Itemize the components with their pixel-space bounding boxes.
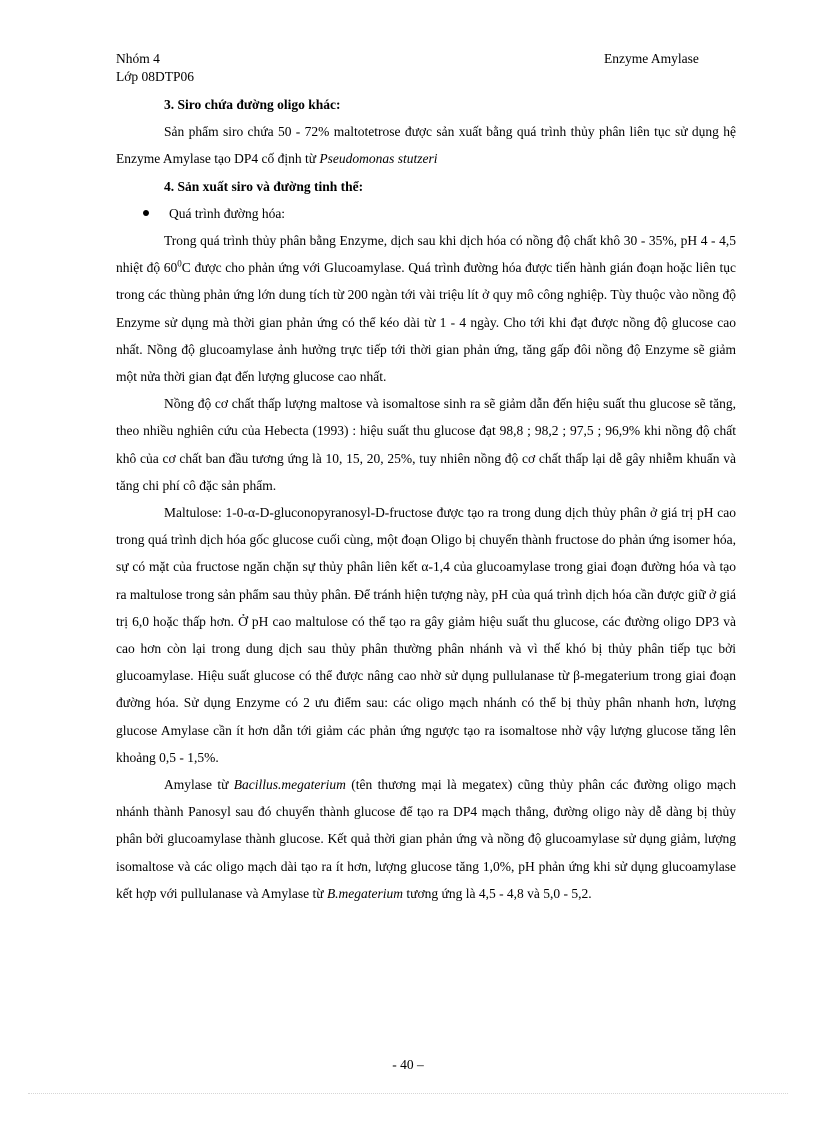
section-4-heading: 4. Sản xuất siro và đường tinh thể:: [164, 178, 364, 194]
paragraph-megaterium: Amylase từ Bacillus.megaterium (tên thương mại là megatex) cũng thủy phân các đường oligo mạch nhánh thành Panosyl sau đó chuyển thành glucose để tạo ra DP4 mạch thẳng, đường oligo này dễ dàng bị thủy phân bởi glucoamylase thành glucose. Kết quả thời gian phản ứng và nồng độ glucoamylase sử dụng giảm, lượng isomaltose và các oligo mạch dài tạo ra ít hơn, lượng glucose tăng 1,0%, pH phản ứng khi sử dụng glucoamylase kết hợp với pullulanase và Amylase từ B.megaterium tương ứng là 4,5 - 4,8 và 5,0 - 5,2.: [116, 777, 736, 901]
bullet-item: [116, 200, 736, 227]
header-group: Nhóm 4: [116, 51, 160, 66]
header-class: Lớp 08DTP06: [116, 69, 195, 84]
section-3-heading: 3. Siro chứa đường oligo khác:: [164, 97, 341, 112]
paragraph-substrate-concentration: Nồng độ cơ chất thấp lượng maltose và isomaltose sinh ra sẽ giảm dẫn đến hiệu suất thu glucose sẽ tăng, theo nhiều nghiên cứu của Hebecta (1993) : hiệu suất thu glucose đạt 98,8 ; 98,2 ; 97,5 ; 96,9% khi nồng độ chất khô của cơ chất ban đầu tương ứng là 10, 15, 20, 25%, tuy nhiên nồng độ cơ chất thấp lại dễ gây nhiễm khuẩn và tăng chi phí cô đặc sản phẩm.: [116, 396, 736, 493]
section-3-paragraph: Sản phẩm siro chứa 50 - 72% maltotetrose được sản xuất bằng quá trình thủy phân liên tục sử dụng hệ Enzyme Amylase tạo DP4 cố định từ Pseudomonas stutzeri: [116, 124, 736, 167]
bullet-text: Quá trình đường hóa:: [169, 205, 286, 221]
paragraph-maltulose: Maltulose: 1-0-α-D-gluconopyranosyl-D-fructose được tạo ra trong dung dịch thủy phân ở giá trị pH cao trong quá trình dịch hóa gốc glucose cuối cùng, một đoạn Oligo bị chuyển thành fructose do phản ứng isomer hóa, sự có mặt của fructose ngăn chặn sự thủy phân liên kết α-1,4 của glucoamylase trong giai đoạn đường hóa và tạo ra maltulose trong sản phẩm sau thủy phân. Để tránh hiện tượng này, pH của quá trình dịch hóa cần được giữ ở giá trị 6,0 hoặc thấp hơn. Ở pH cao maltulose có thể tạo ra gây giảm hiệu suất thu glucose, các đường oligo DP3 và cao hơn còn lại trong dung dịch sau thủy phân thường phân nhánh và vì thế khó bị thủy phân tiếp tục bởi glucoamylase. Hiệu suất glucose có thể được nâng cao nhờ sử dụng pullulanase từ β-megaterium trong giai đoạn đường hóa. Sử dụng Enzyme có 2 ưu điểm sau: các oligo mạch nhánh có thể bị thủy phân nhanh hơn, lượng glucose Amylase cần ít hơn dẫn tới giảm các phản ứng ngược tạo ra isomaltose nhờ vậy lượng glucose tăng lên khoảng 0,5 - 1,5%.: [116, 505, 736, 765]
page-bottom-divider: [28, 1093, 788, 1094]
bullet-icon: [143, 210, 149, 216]
document-body: [116, 91, 736, 907]
paragraph-saccharification: Trong quá trình thủy phân bằng Enzyme, dịch sau khi dịch hóa có nồng độ chất khô 30 - 35%, pH 4 - 4,5 nhiệt độ $60^0C$ được cho phản ứng với Glucoamylase. Quá trình đường hóa được tiến hành gián đoạn hoặc liên tục trong các thùng phản ứng lớn dung tích từ 200 ngàn tới vài triệu lít ở quy mô công nghiệp. Tùy thuộc vào nồng độ Enzyme sử dụng mà thời gian phản ứng có thể kéo dài từ 1 - 4 ngày. Cho tới khi đạt được nồng độ glucose cao nhất. Nồng độ glucoamylase ảnh hưởng trực tiếp tới thời gian phản ứng, tăng gấp đôi nồng độ Enzyme sẽ giảm một nửa thời gian đạt đến lượng glucose cao nhất.: [116, 233, 736, 385]
page-header-left: [116, 50, 194, 86]
page-number: - 40 –: [392, 1057, 424, 1072]
header-topic: Enzyme Amylase: [604, 51, 699, 66]
